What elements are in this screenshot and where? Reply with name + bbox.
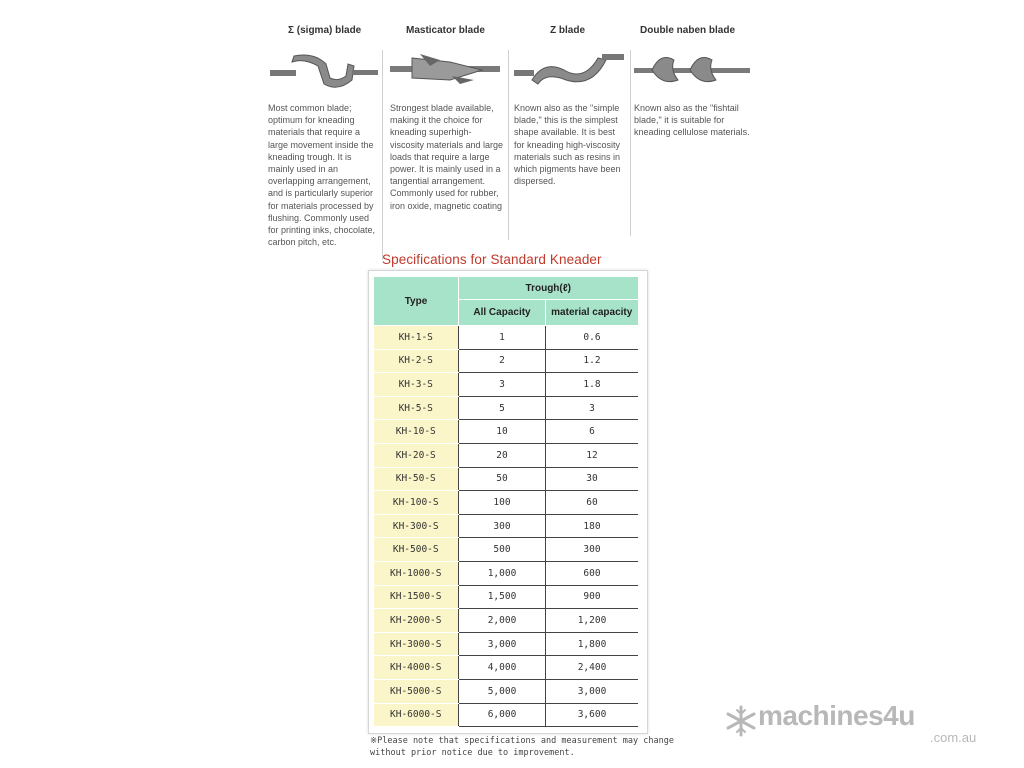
blade-double-naben (634, 24, 754, 139)
table-row (374, 396, 639, 420)
cell-type: KH-1500-S (374, 585, 459, 609)
cell-type: KH-500-S (374, 538, 459, 562)
cell-material-capacity: 12 (546, 443, 639, 467)
masticator-blade-icon (390, 40, 504, 102)
note-text: ※Please note that specifications and measurement may change without prior notice due to improvement. (370, 736, 674, 758)
cell-all-capacity: 2 (459, 349, 546, 373)
table-row (374, 491, 639, 515)
cell-all-capacity: 100 (459, 491, 546, 515)
cell-type: KH-3000-S (374, 632, 459, 656)
cell-type: KH-2000-S (374, 609, 459, 633)
cell-all-capacity: 6,000 (459, 703, 546, 727)
header-material-capacity: material capacity (546, 300, 639, 326)
cell-all-capacity: 5 (459, 396, 546, 420)
header-all-capacity: All Capacity (459, 300, 546, 326)
table-row (374, 561, 639, 585)
header-type: Type (374, 277, 459, 326)
cell-material-capacity: 0.6 (546, 326, 639, 350)
cell-type: KH-1-S (374, 326, 459, 350)
blade-description: Known also as the "simple blade," this is the simplest shape available. It is best for kneading high-viscosity materials such as resins in which pigments have been dispersed. (514, 103, 621, 187)
blade-sigma (268, 24, 380, 248)
table-row (374, 467, 639, 491)
spec-title: Specifications for Standard Kneader (382, 252, 602, 267)
cell-type: KH-100-S (374, 491, 459, 515)
cell-all-capacity: 1 (459, 326, 546, 350)
cell-material-capacity: 3,600 (546, 703, 639, 727)
table-row (374, 703, 639, 727)
table-row (374, 538, 639, 562)
table-row (374, 349, 639, 373)
blade-types-section (268, 24, 758, 276)
cell-type: KH-2-S (374, 349, 459, 373)
cell-type: KH-3-S (374, 373, 459, 397)
table-row (374, 373, 639, 397)
spec-table (373, 276, 639, 727)
blade-description: Known also as the "fishtail blade," it is suitable for kneading cellulose materials. (634, 103, 750, 138)
double-naben-blade-icon (634, 40, 754, 102)
watermark-logo (724, 702, 994, 748)
cell-type: KH-10-S (374, 420, 459, 444)
snowflake-logo-icon (724, 704, 758, 738)
disclaimer-note (370, 735, 690, 759)
cell-type: KH-1000-S (374, 561, 459, 585)
sigma-blade-icon (268, 40, 380, 102)
blade-description: Strongest blade available, making it the choice for kneading superhigh-viscosity materials and large loads that require a large power. It is mainly used in a tangential arrangement. Commonly used for rubber, iron oxide, magnetic coating (390, 103, 504, 211)
cell-all-capacity: 3 (459, 373, 546, 397)
cell-all-capacity: 10 (459, 420, 546, 444)
table-row (374, 420, 639, 444)
cell-material-capacity: 1.2 (546, 349, 639, 373)
cell-type: KH-5-S (374, 396, 459, 420)
cell-material-capacity: 180 (546, 514, 639, 538)
blade-title: Masticator blade (406, 25, 485, 36)
table-row (374, 326, 639, 350)
blade-description: Most common blade; optimum for kneading materials that require a large movement inside the kneading trough. It is mainly used in an overlapping arrangement, and is particularly superior for materials processed by flushing. Commonly used for printing inks, chocolate, carbon pitch, etc. (268, 103, 376, 248)
table-row (374, 679, 639, 703)
blade-title: Double naben blade (640, 25, 736, 36)
cell-material-capacity: 2,400 (546, 656, 639, 680)
cell-all-capacity: 5,000 (459, 679, 546, 703)
logo-domain: .com.au (930, 730, 977, 745)
cell-type: KH-50-S (374, 467, 459, 491)
cell-all-capacity: 3,000 (459, 632, 546, 656)
cell-type: KH-5000-S (374, 679, 459, 703)
blade-z (514, 24, 626, 187)
table-row (374, 632, 639, 656)
table-row (374, 443, 639, 467)
z-blade-icon (514, 40, 626, 102)
cell-type: KH-300-S (374, 514, 459, 538)
column-divider (508, 50, 509, 240)
cell-all-capacity: 20 (459, 443, 546, 467)
cell-all-capacity: 1,000 (459, 561, 546, 585)
table-row (374, 609, 639, 633)
cell-all-capacity: 4,000 (459, 656, 546, 680)
cell-material-capacity: 6 (546, 420, 639, 444)
cell-material-capacity: 3,000 (546, 679, 639, 703)
cell-material-capacity: 3 (546, 396, 639, 420)
blade-masticator (390, 24, 504, 212)
cell-all-capacity: 50 (459, 467, 546, 491)
header-trough: Trough(ℓ) (459, 277, 639, 300)
cell-all-capacity: 500 (459, 538, 546, 562)
cell-type: KH-6000-S (374, 703, 459, 727)
cell-material-capacity: 600 (546, 561, 639, 585)
cell-material-capacity: 30 (546, 467, 639, 491)
cell-type: KH-20-S (374, 443, 459, 467)
cell-material-capacity: 300 (546, 538, 639, 562)
cell-material-capacity: 1,800 (546, 632, 639, 656)
table-row (374, 514, 639, 538)
cell-all-capacity: 1,500 (459, 585, 546, 609)
column-divider (630, 50, 631, 236)
logo-brand: machines4u (758, 700, 915, 731)
cell-type: KH-4000-S (374, 656, 459, 680)
blade-title: Z blade (550, 25, 586, 36)
column-divider (382, 50, 383, 260)
cell-material-capacity: 900 (546, 585, 639, 609)
cell-all-capacity: 2,000 (459, 609, 546, 633)
table-row (374, 585, 639, 609)
blade-title: Σ (sigma) blade (288, 25, 362, 36)
spec-table-body (374, 326, 639, 727)
cell-all-capacity: 300 (459, 514, 546, 538)
cell-material-capacity: 1.8 (546, 373, 639, 397)
cell-material-capacity: 1,200 (546, 609, 639, 633)
table-row (374, 656, 639, 680)
cell-material-capacity: 60 (546, 491, 639, 515)
